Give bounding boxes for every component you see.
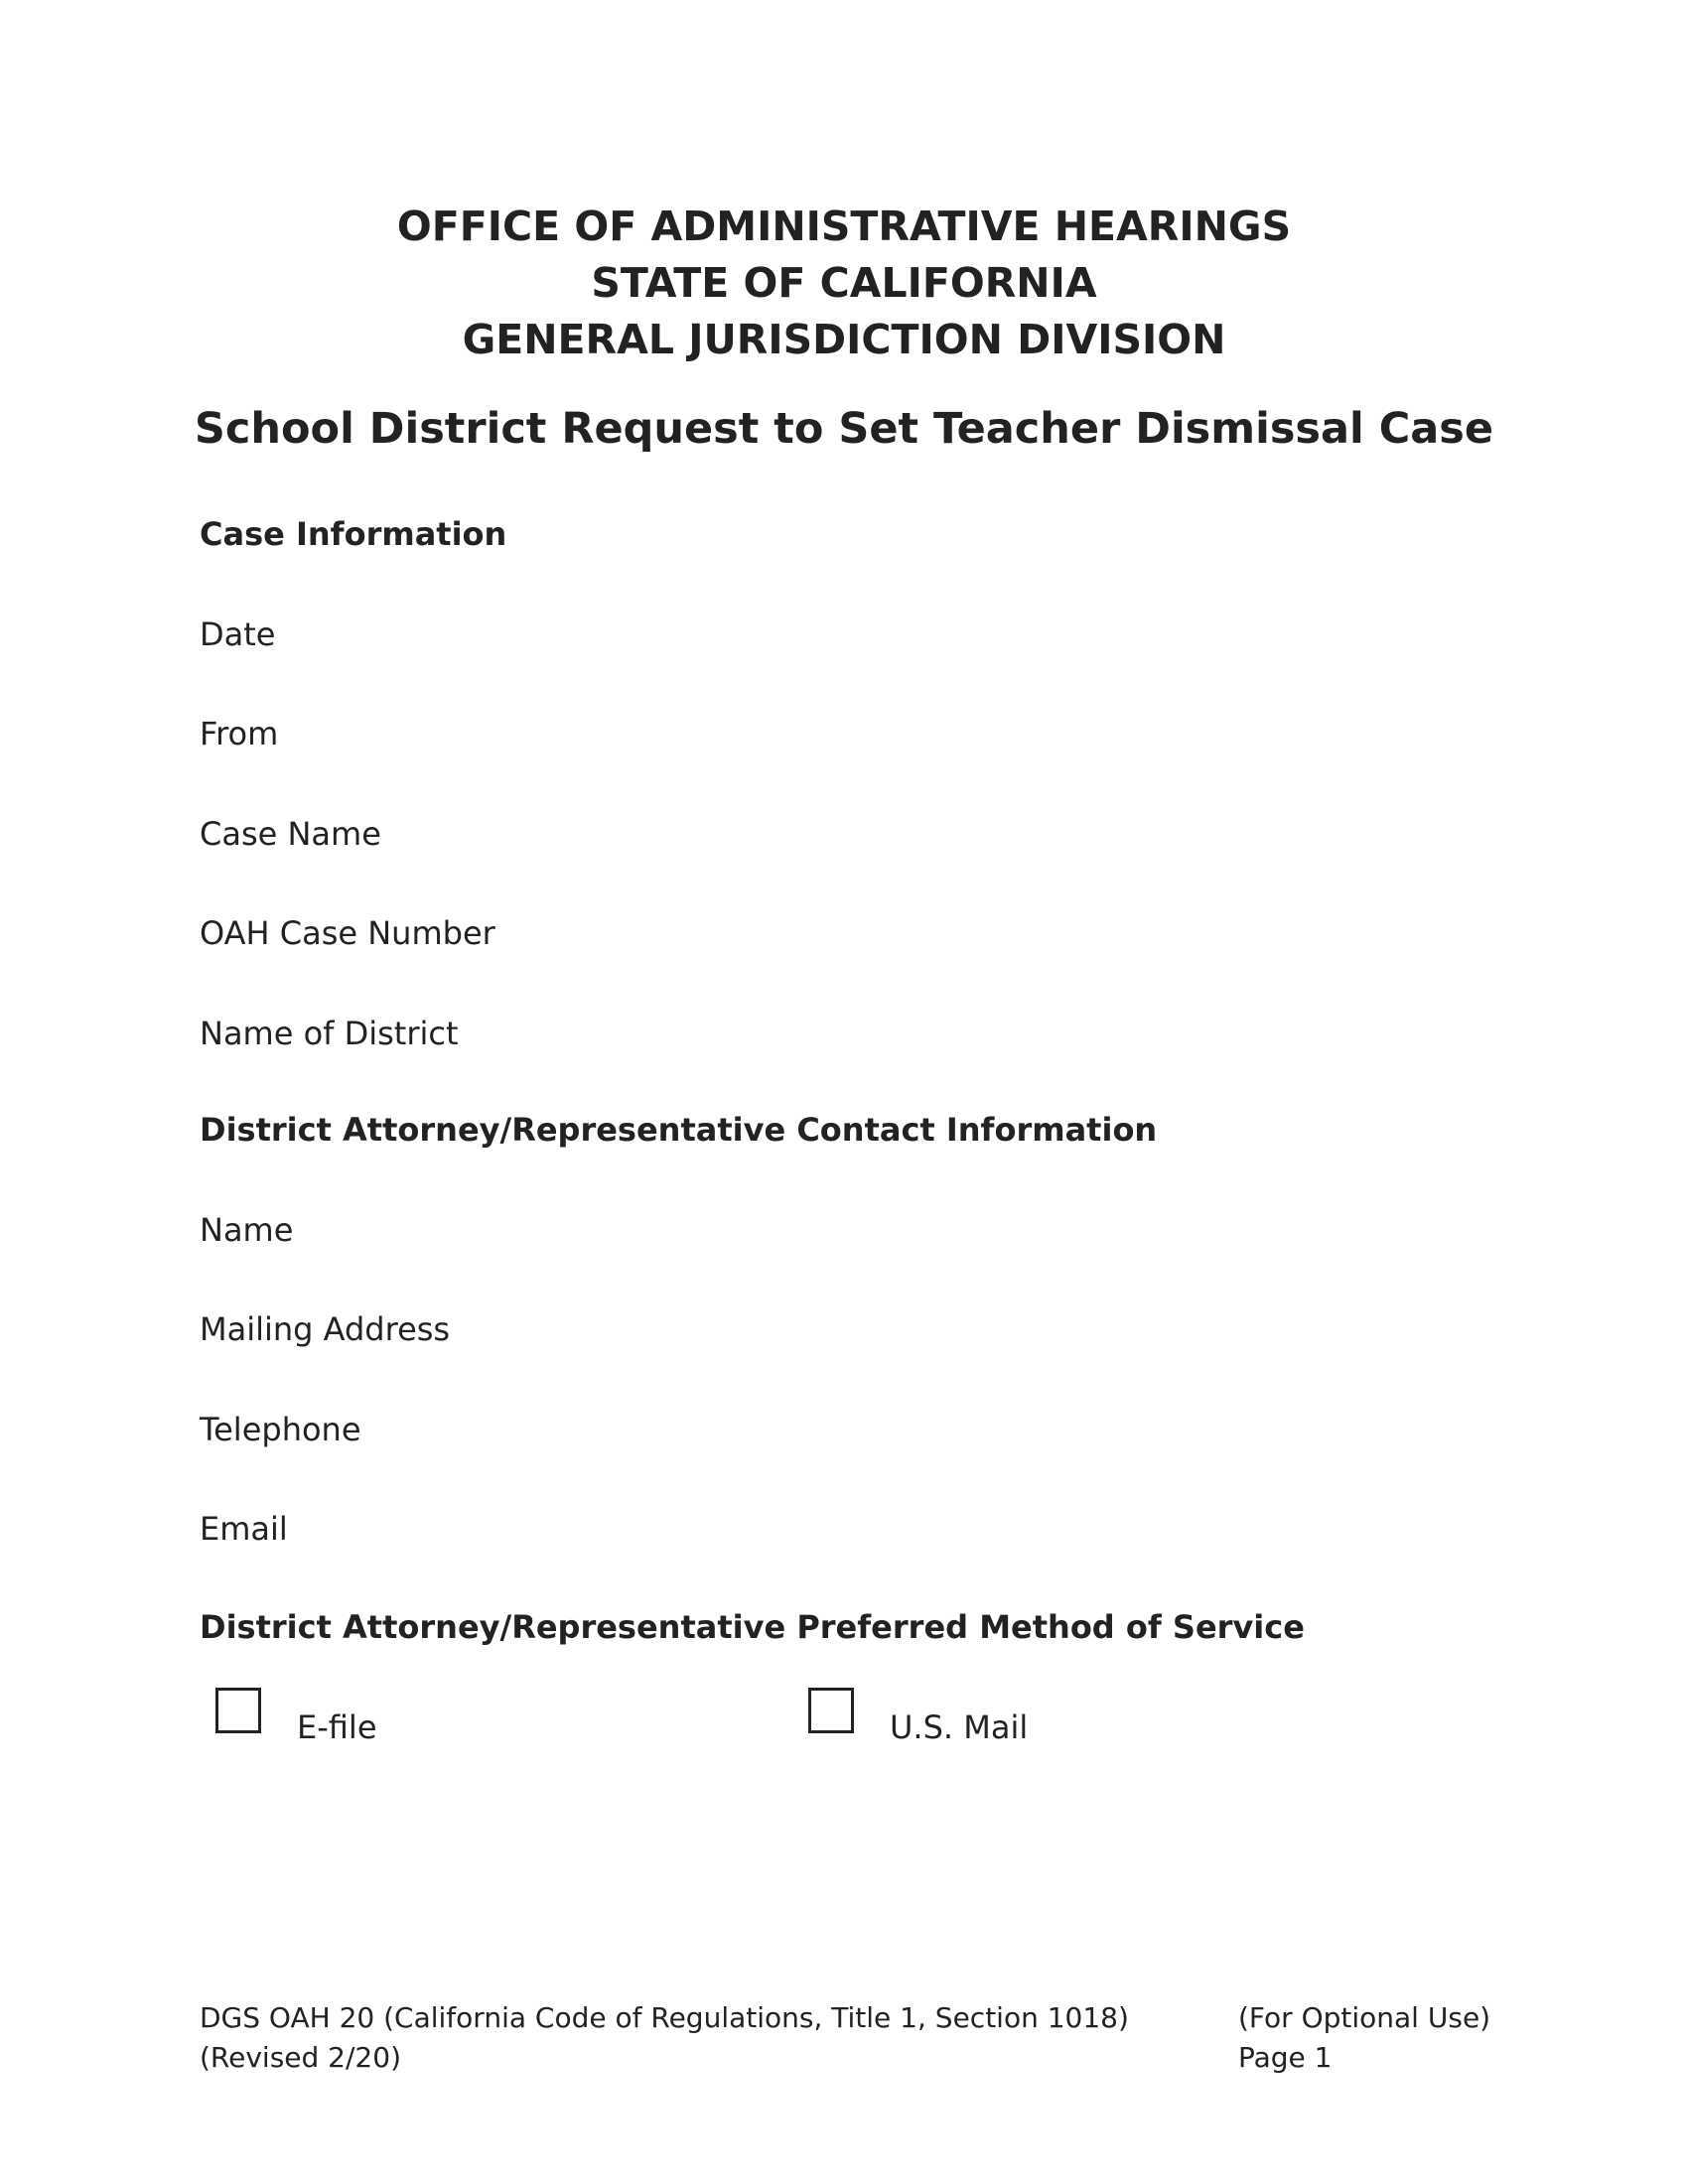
contact-information-heading: District Attorney/Representative Contact Information [200, 1111, 1158, 1149]
efile-checkbox-label: E-file [297, 1708, 377, 1746]
footer-page-number: Page 1 [1238, 2041, 1333, 2074]
footer-optional-use: (For Optional Use) [1238, 2001, 1491, 2034]
footer-form-id: DGS OAH 20 (California Code of Regulations, Title 1, Section 1018) [200, 2001, 1129, 2034]
us-mail-checkbox[interactable] [808, 1688, 854, 1733]
us-mail-checkbox-label: U.S. Mail [890, 1708, 1029, 1746]
case-information-heading: Case Information [200, 515, 507, 553]
name-field-label: Name [200, 1211, 294, 1249]
oah-case-number-field-label: OAH Case Number [200, 914, 495, 952]
from-field-label: From [200, 715, 279, 752]
case-name-field-label: Case Name [200, 815, 381, 853]
service-method-heading: District Attorney/Representative Preferred Method of Service [200, 1608, 1305, 1646]
header-agency-name: OFFICE OF ADMINISTRATIVE HEARINGS [396, 203, 1292, 250]
efile-checkbox[interactable] [215, 1688, 261, 1733]
email-field-label: Email [200, 1510, 288, 1548]
header-division: GENERAL JURISDICTION DIVISION [462, 316, 1226, 363]
agency-header [0, 199, 1688, 368]
header-state: STATE OF CALIFORNIA [591, 259, 1097, 307]
date-field-label: Date [200, 615, 276, 653]
footer-revised-date: (Revised 2/20) [200, 2041, 401, 2074]
form-title: School District Request to Set Teacher Dismissal Case [194, 404, 1494, 454]
telephone-field-label: Telephone [200, 1411, 361, 1448]
name-of-district-field-label: Name of District [200, 1015, 459, 1052]
mailing-address-field-label: Mailing Address [200, 1310, 451, 1348]
